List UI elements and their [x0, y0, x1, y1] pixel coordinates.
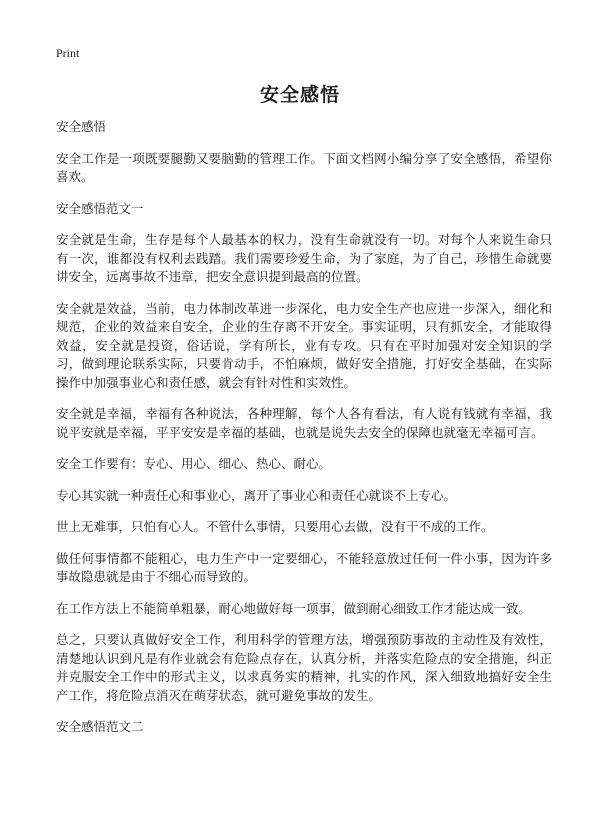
- document-body: [56, 118, 552, 750]
- body-paragraph: 安全工作要有：专心、用心、细心、热心、耐心。: [56, 456, 332, 471]
- body-paragraph: 专心其实就一种责任心和事业心，离开了事业心和责任心就谈不上专心。: [56, 487, 457, 503]
- intro-paragraph: 安全工作是一项既要腿勤又要脑勤的管理工作。下面文档网小编分享了安全感悟，希望你喜欢。: [56, 150, 552, 184]
- body-paragraph: 在工作方法上不能简单粗暴，耐心地做好每一项事，做到耐心细致工作才能达成一致。: [56, 600, 532, 616]
- section-heading: 安全感悟范文二: [56, 719, 144, 734]
- body-paragraph: 总之，只要认真做好安全工作，利用科学的管理方法，增强预防事故的主动性及有效性，清楚地认识到凡是有作业就会有危险点存在，认真分析，并落实危险点的安全措施，纠正并克服安全工作中的形式主义，以求真务实的精神，扎实的作风，深入细致地搞好安全生产工作，将危险点消灭在萌芽状态，就可避免事故的发生。: [56, 632, 552, 703]
- body-paragraph: 世上无难事，只怕有心人。不管什么事情，只要用心去做，没有干不成的工作。: [56, 519, 494, 534]
- page-title: 安全感悟: [259, 84, 340, 106]
- body-paragraph: 安全就是幸福，幸福有各种说法，各种理解，每个人各有看法，有人说有钱就有幸福，我说平安就是幸福，平平安安是幸福的基础，也就是说失去安全的保障也就毫无幸福可言。: [56, 406, 552, 440]
- print-label[interactable]: Print: [56, 46, 80, 60]
- body-paragraph: 做任何事情都不能粗心，电力生产中一定要细心，不能轻意放过任何一件小事，因为许多事故隐患就是由于不细心而导致的。: [56, 550, 552, 584]
- section-heading: 安全感悟范文一: [56, 200, 144, 216]
- section-label: 安全感悟: [56, 119, 107, 134]
- body-paragraph: 安全就是效益，当前，电力体制改革进一步深化，电力安全生产也应进一步深入，细化和规范，企业的效益来自安全，企业的生存离不开安全。事实证明，只有抓安全，才能取得效益，安全就是投资，俗话说，学有所长，业有专攻。只有在平时加强对安全知识的学习，做到理论联系实际，只要肯动手，不怕麻烦，做好安全措施，打好安全基础，在实际操作中加强事业心和责任感，就会有针对性和实效性。: [56, 300, 552, 390]
- body-paragraph: 安全就是生命，生存是每个人最基本的权力，没有生命就没有一切。对每个人来说生命只有一次，谁都没有权利去践踏。我们需要珍爱生命，为了家庭，为了自己，珍惜生命就要讲安全，远离事故不违章，把安全意识提到最高的位置。: [56, 232, 552, 284]
